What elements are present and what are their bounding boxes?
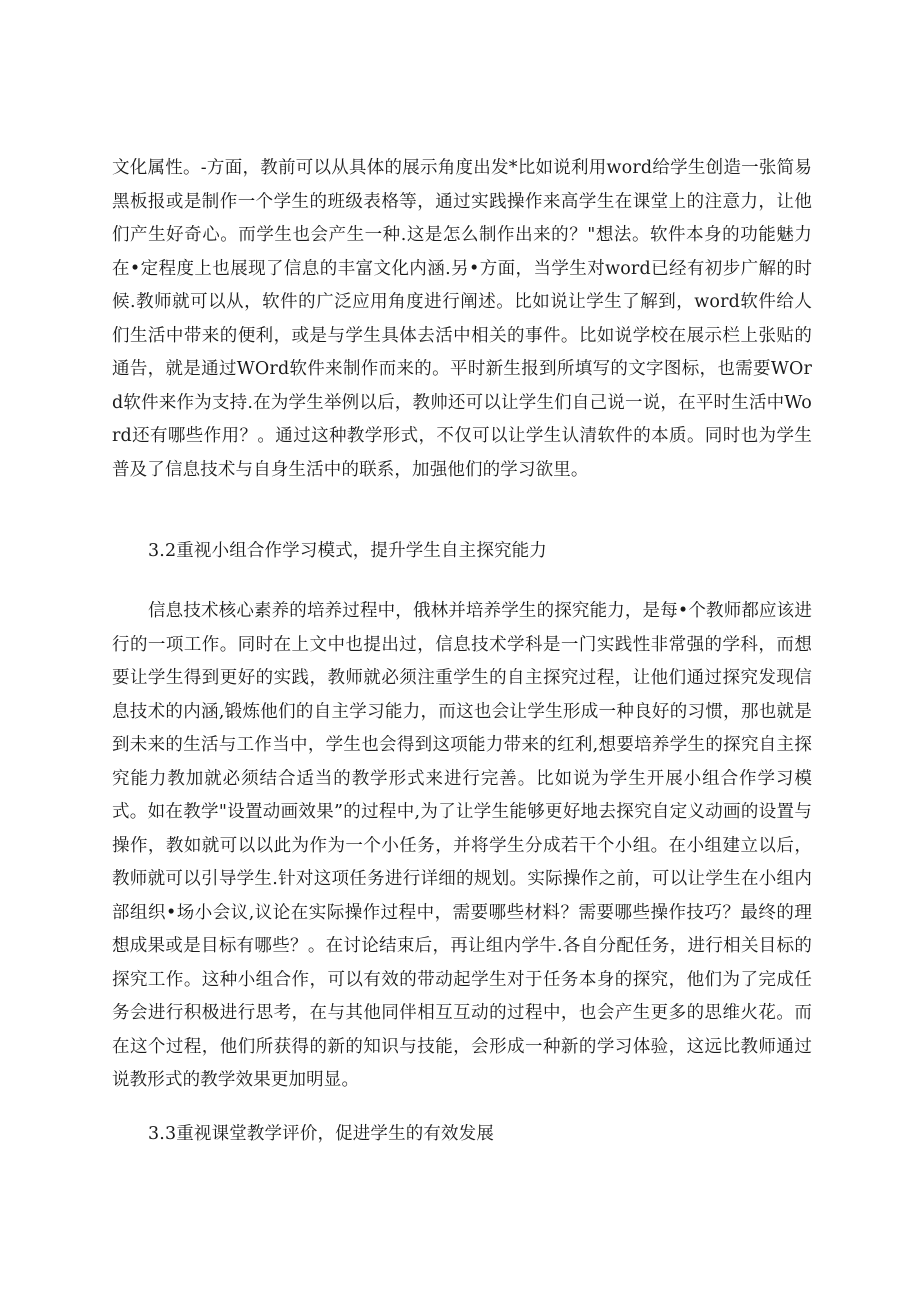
section-heading-3-3: 3.3重视课堂教学评价，促进学生的有效发展	[148, 1124, 494, 1144]
section-heading-3-2: 3.2重视小组合作学习模式，提升学生自主探究能力	[148, 541, 547, 561]
paragraph-word-culture: 文化属性。-方面，教前可以从具体的展示角度出发*比如说利用word给学生创造一张简易黑板报或是制作一个学生的班级表格等，通过实践操作来高学生在课堂上的注意力，让他们产生好奇心。而学生也会产生一种.这是怎么制作出来的？"想法。软件本身的功能魅力在•定程度上也展现了信息的丰富文化内涵.另•方面，当学生对word已经有初步广解的时候.教师就可以从，软件的广泛应用角度进行阐述。比如说让学生了解到，word软件给人们生活中带来的便利，或是与学生具体去活中相关的事件。比如说学校在展示栏上张贴的通告，就是通过WOrd软件来制作而来的。平时新生报到所填写的文字图标，也需要WOrd软件来作为支持.在为学生举例以后，教帅还可以让学生们自己说一说，在平时生活中Word还有哪些作用？。通过这种教学形式，不仅可以让学生认清软件的本质。同时也为学生普及了信息技术与自身生活中的联系，加强他们的学习欲里。	[112, 158, 812, 480]
paragraph-group-cooperation: 信息技术核心素养的培养过程中，俄林并培养学生的探究能力，是每•个教师都应该进行的一项工作。同时在上文中也提出过，信息技术学科是一门实践性非常强的学科，而想要让学生得到更好的实践，教师就必须注重学生的自主探究过程，让他们通过探究发现信息技术的内涵,锻炼他们的自主学习能力，而这也会让学生形成一种良好的习惯，那也就是到未来的生活与工作当中，学生也会得到这项能力带来的红利,想要培养学生的探究自主探究能力教加就必须结合适当的教学形式来进行完善。比如说为学生开展小组合作学习模式。如在教学"设置动画效果”的过程中,为了让学生能够更好地去探究自定义动画的设置与操作，教如就可以以此为作为一个小任务，并将学生分成若干个小组。在小组建立以后，教师就可以引导学生.针对这项任务进行详细的规划。实际操作之前，可以让学生在小组内部组织•场小会议,议论在实际操作过程中，需要哪些材料？需要哪些操作技巧？最终的理想成果或是目标有哪些？。在讨论结束后，再让组内学牛.各自分配任务，进行相关目标的探究工作。这种小组合作，可以有效的带动起学生对于任务本身的探究，他们为了完成任务会进行积极进行思考，在与其他同伴相互互动的过程中，也会产生更多的思维火花。而在这个过程，他们所获得的新的知识与技能，会形成一种新的学习体验，这远比教师通过说教形式的教学效果更加明显。	[112, 601, 812, 1090]
